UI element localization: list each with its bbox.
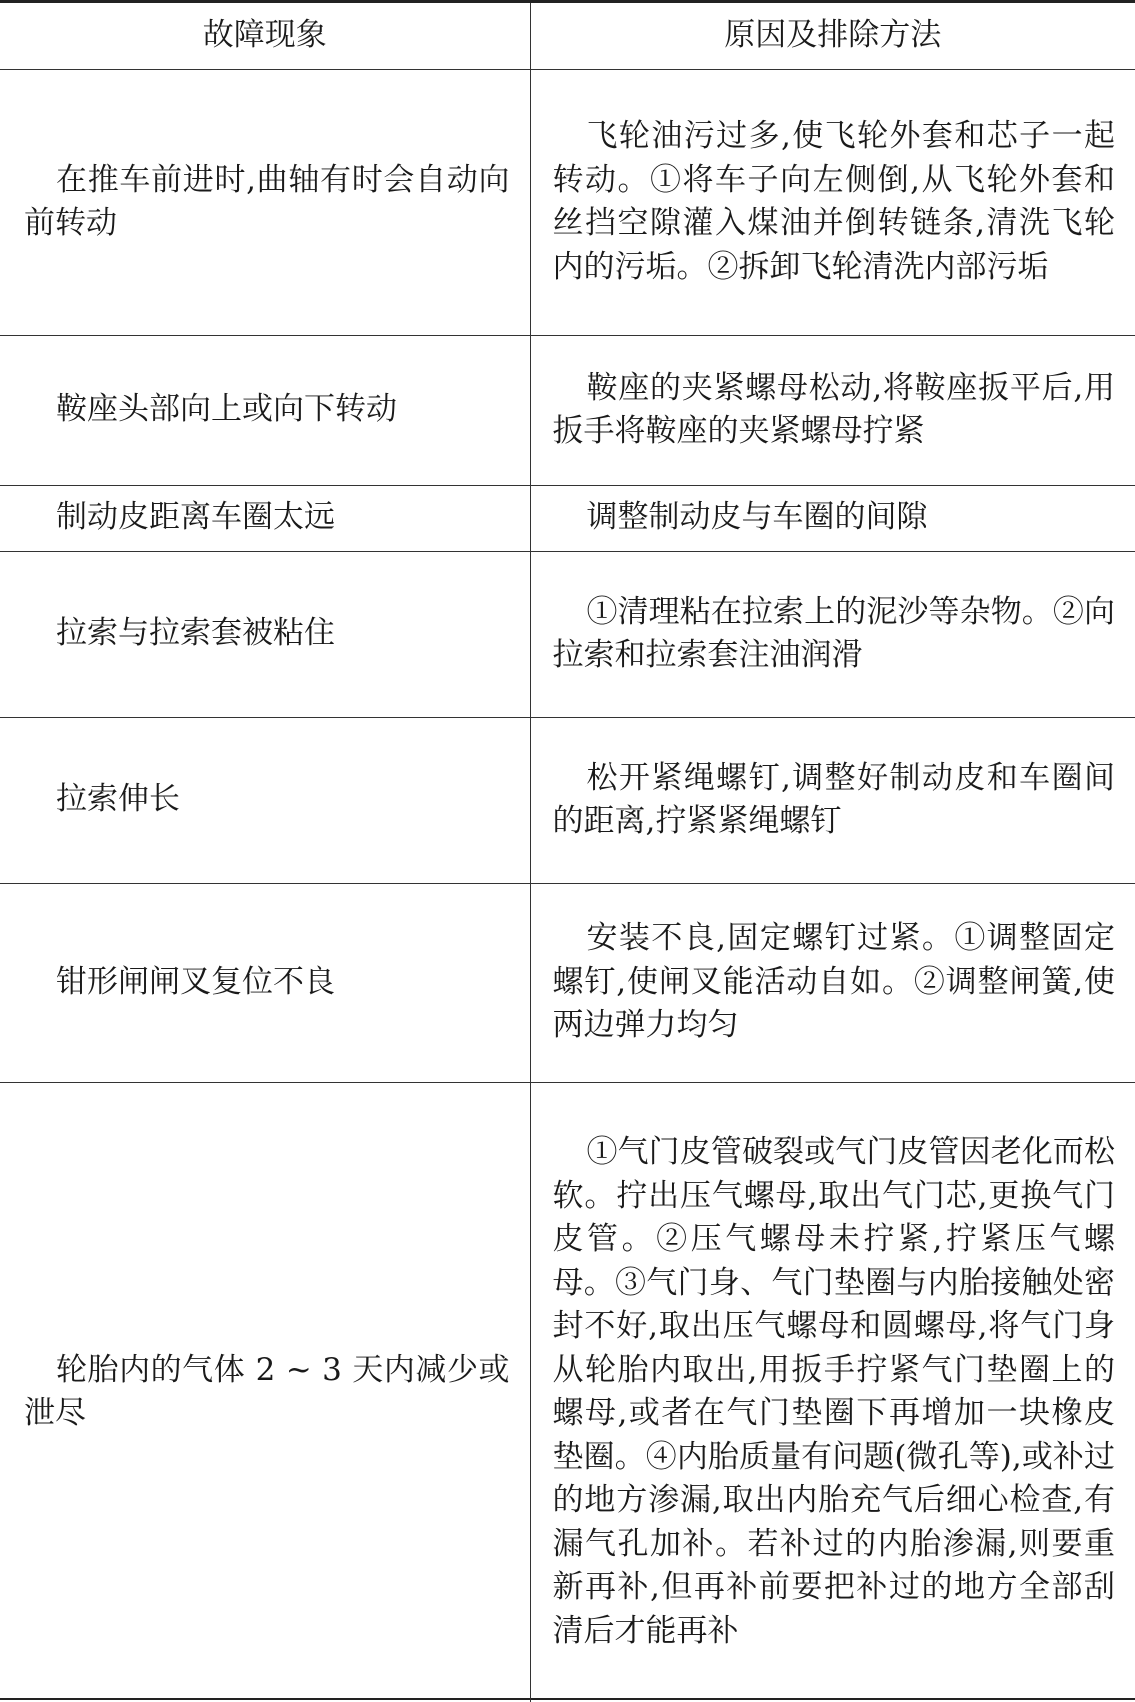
symptom-cell: 拉索伸长 [0,717,530,883]
symptom-cell: 拉索与拉索套被粘住 [0,551,530,717]
table-row [0,485,1135,551]
remedy-cell: 松开紧绳螺钉,调整好制动皮和车圈间的距离,拧紧紧绳螺钉 [530,717,1135,883]
symptom-cell: 鞍座头部向上或向下转动 [0,335,530,485]
remedy-cell: 飞轮油污过多,使飞轮外套和芯子一起转动。①将车子向左侧倒,从飞轮外套和丝挡空隙灌入煤油并倒转链条,清洗飞轮内的污垢。②拆卸飞轮清洗内部污垢 [530,69,1135,335]
symptom-cell: 轮胎内的气体 2 ~ 3 天内减少或泄尽 [24,1351,510,1432]
table-row [0,1082,1135,1702]
remedy-cell: ①气门皮管破裂或气门皮管因老化而松软。拧出压气螺母,取出气门芯,更换气门皮管。②压气螺母未拧紧,拧紧压气螺母。③气门身、气门垫圈与内胎接触处密封不好,取出压气螺母和圆螺母,将气门身从轮胎内取出,用扳手拧紧气门垫圈上的螺母,或者在气门垫圈下再增加一块橡皮垫圈。④内胎质量有问题(微孔等),或补过的地方渗漏,取出内胎充气后细心检查,有漏气孔加补。若补过的内胎渗漏,则要重新再补,但再补前要把补过的地方全部刮清后才能再补 [530,1082,1135,1702]
table-row [0,883,1135,1082]
remedy-cell: 安装不良,固定螺钉过紧。①调整固定螺钉,使闸叉能活动自如。②调整闸簧,使两边弹力均匀 [530,883,1135,1082]
table-header-row [0,3,1135,69]
symptom-cell: 在推车前进时,曲轴有时会自动向前转动 [0,69,530,335]
table-row [0,335,1135,485]
remedy-cell: 调整制动皮与车圈的间隙 [530,485,1135,551]
fault-remedy-table [0,3,1135,1702]
remedy-cell: ①清理粘在拉索上的泥沙等杂物。②向拉索和拉索套注油润滑 [530,551,1135,717]
symptom-cell: 钳形闸闸叉复位不良 [0,883,530,1082]
remedy-cell: 鞍座的夹紧螺母松动,将鞍座扳平后,用扳手将鞍座的夹紧螺母拧紧 [530,335,1135,485]
table-row [0,717,1135,883]
header-symptom: 故障现象 [0,3,530,69]
symptom-cell: 制动皮距离车圈太远 [0,485,530,551]
table-row [0,551,1135,717]
header-remedy: 原因及排除方法 [530,3,1135,69]
table-row [0,69,1135,335]
